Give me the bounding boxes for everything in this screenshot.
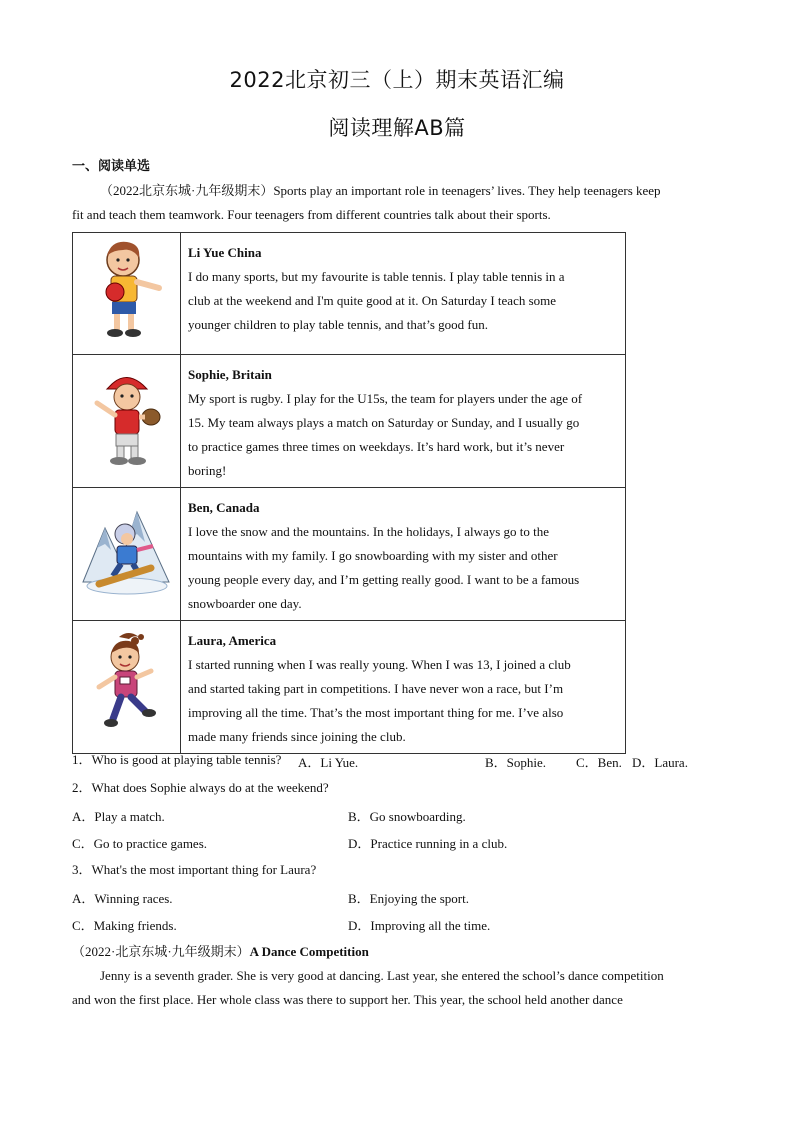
profile-name: Sophie, Britain (188, 367, 272, 382)
snowboarder-icon (81, 502, 173, 598)
question-2-option-a[interactable]: A．Play a match. (72, 809, 165, 824)
passage-2-line-2: and won the first place. Her whole class was there to support her. This year, the school held another dance (72, 992, 623, 1007)
question-3-option-c[interactable]: C．Making friends. (72, 918, 177, 933)
profile-line: mountains with my family. I go snowboarding with my sister and other (188, 548, 558, 563)
question-3-option-a[interactable]: A．Winning races. (72, 891, 173, 906)
running-girl-icon (89, 629, 165, 737)
profile-line: 15. My team always plays a match on Saturday or Sunday, and I usually go (188, 415, 580, 430)
passage-2-header (72, 941, 369, 960)
profile-row (73, 621, 626, 754)
profile-text-cell (181, 488, 626, 621)
profile-text-cell (181, 355, 626, 488)
profile-line: I love the snow and the mountains. In the holidays, I always go to the (188, 524, 550, 539)
passage-2-title: A Dance Competition (249, 944, 369, 959)
profile-row (73, 488, 626, 621)
intro-line-1: （2022北京东城·九年级期末）Sports play an important role in teenagers’ lives. They help teenagers keep (100, 183, 661, 198)
profile-picture-cell (73, 621, 181, 754)
profile-line: My sport is rugby. I play for the U15s, the team for players under the age of (188, 391, 583, 406)
table-tennis-boy-icon (87, 238, 167, 342)
question-2-option-b[interactable]: B．Go snowboarding. (348, 809, 466, 824)
document-subtitle: 阅读理解AB篇 (328, 116, 466, 140)
profile-picture-cell (73, 355, 181, 488)
question-2-option-c[interactable]: C．Go to practice games. (72, 836, 208, 851)
profile-row (73, 355, 626, 488)
profiles-table (72, 232, 626, 754)
profile-line: improving all the time. That’s the most important thing for me. I’ve also (188, 705, 564, 720)
document-title: 2022北京初三（上）期末英语汇编 (229, 68, 565, 92)
profile-line: to practice games three times on weekdays. It’s hard work, but it’s never (188, 439, 565, 454)
passage-2-source: （2022·北京东城·九年级期末） (72, 944, 250, 959)
profile-text-cell (181, 233, 626, 355)
profile-row (73, 233, 626, 355)
profile-line: boring! (188, 463, 227, 478)
intro-line-2: fit and teach them teamwork. Four teenagers from different countries talk about their sports. (72, 207, 551, 222)
profile-picture-cell (73, 488, 181, 621)
question-1-option-a[interactable]: A．Li Yue. (298, 755, 359, 770)
profile-line: I started running when I was really young. When I was 13, I joined a club (188, 657, 571, 672)
baseball-player-icon (87, 367, 167, 467)
question-2-option-d[interactable]: D．Practice running in a club. (348, 836, 508, 851)
question-2-stem: 2．What does Sophie always do at the weekend? (72, 780, 329, 795)
question-1-stem: 1．Who is good at playing table tennis? (72, 752, 282, 767)
passage-2-line-1: Jenny is a seventh grader. She is very good at dancing. Last year, she entered the school’s dance competition (100, 968, 664, 983)
profile-line: younger children to play table tennis, and that’s good fun. (188, 317, 489, 332)
profile-line: snowboarder one day. (188, 596, 302, 611)
question-1-option-c[interactable]: C．Ben. (576, 755, 622, 770)
profile-name: Li Yue China (188, 245, 262, 260)
profile-picture-cell (73, 233, 181, 355)
question-3-stem: 3．What's the most important thing for Laura? (72, 862, 317, 877)
question-1-option-b[interactable]: B．Sophie. (485, 755, 547, 770)
profile-line: I do many sports, but my favourite is table tennis. I play table tennis in a (188, 269, 565, 284)
profile-line: made many friends since joining the club. (188, 729, 406, 744)
section-heading: 一、阅读单选 (72, 159, 151, 174)
profile-line: and started taking part in competitions. I have never won a race, but I’m (188, 681, 564, 696)
profile-text-cell (181, 621, 626, 754)
profile-name: Ben, Canada (188, 500, 260, 515)
question-1-option-d[interactable]: D．Laura. (632, 755, 688, 770)
profile-line: club at the weekend and I'm quite good at it. On Saturday I teach some (188, 293, 557, 308)
question-3-option-b[interactable]: B．Enjoying the sport. (348, 891, 469, 906)
profile-line: young people every day, and I’m getting really good. I want to be a famous (188, 572, 580, 587)
profile-name: Laura, America (188, 633, 277, 648)
question-3-option-d[interactable]: D．Improving all the time. (348, 918, 491, 933)
